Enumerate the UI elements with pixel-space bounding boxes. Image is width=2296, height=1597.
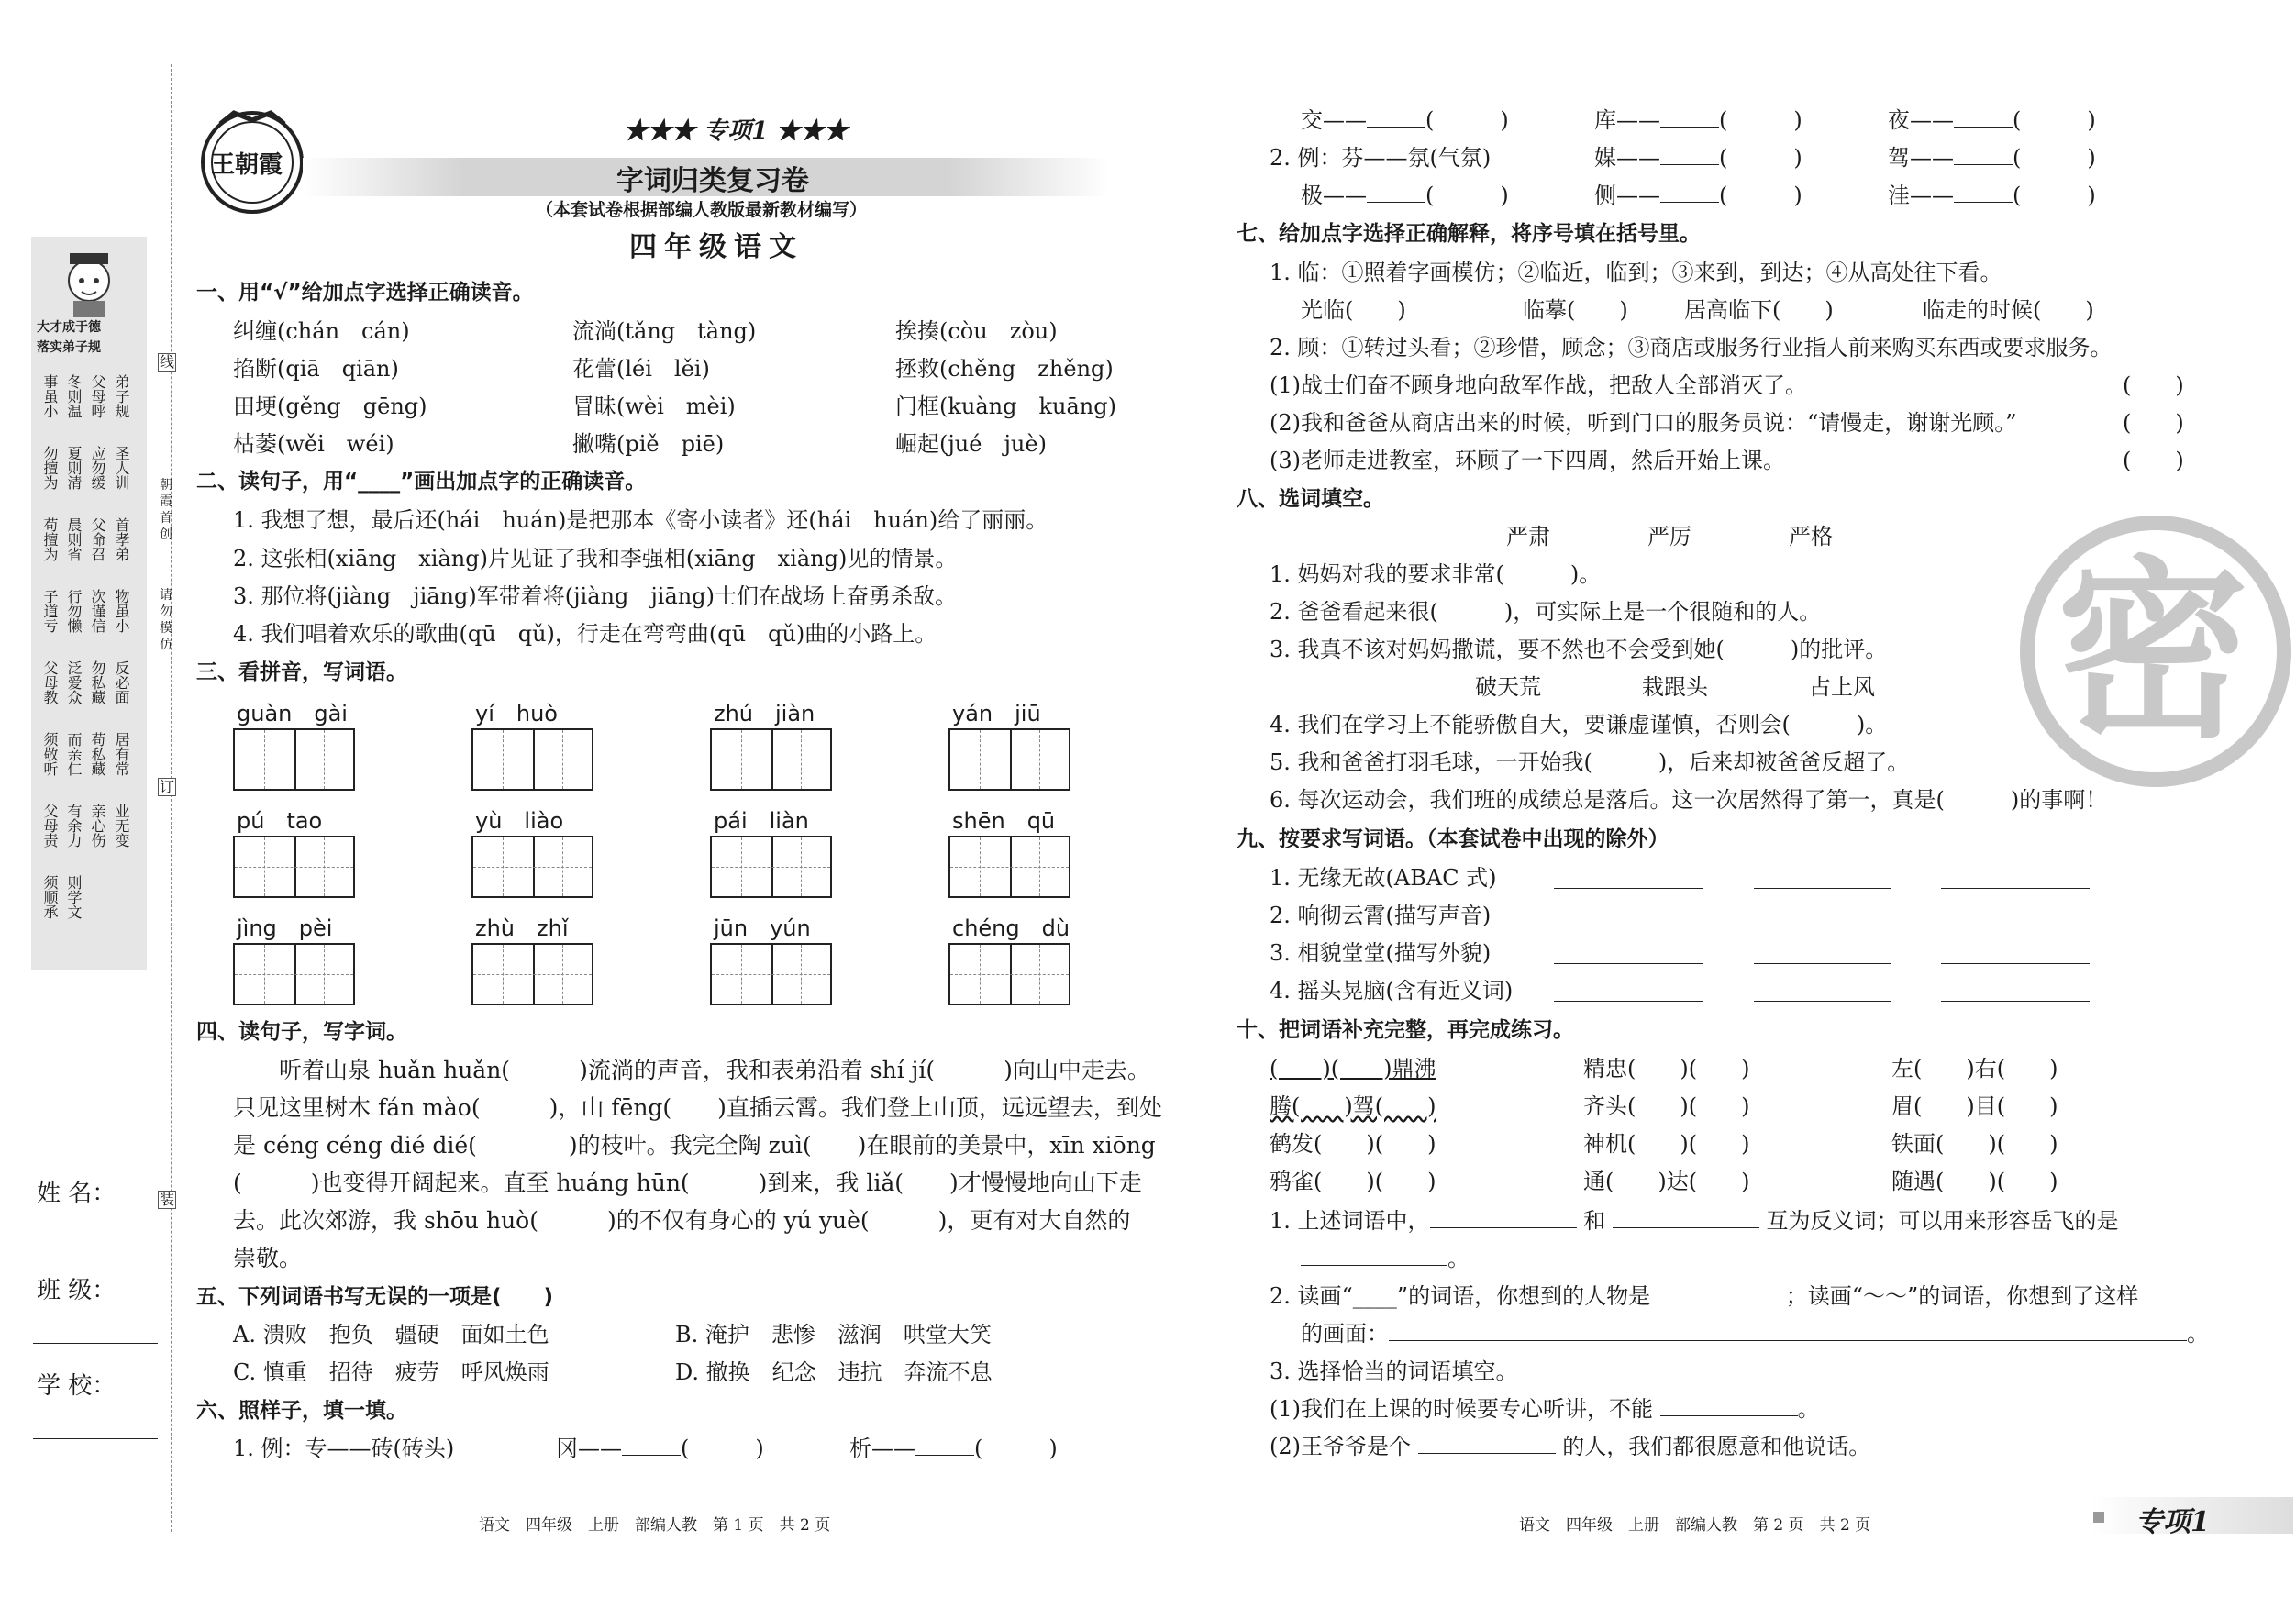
answer-blank[interactable] bbox=[1554, 888, 1703, 889]
binding-mark-ding: 订 bbox=[159, 778, 174, 795]
q1-item[interactable]: 崛起(jué juè) bbox=[895, 431, 1047, 457]
q7-word[interactable]: 临摹( ) bbox=[1523, 297, 1628, 323]
q8-word-choice: 栽跟头 bbox=[1642, 674, 1708, 700]
answer-blank[interactable] bbox=[1941, 888, 2090, 889]
q2-title: 二、读句子，用“____”画出加点字的正确读音。 bbox=[196, 470, 647, 494]
rule-column: 冬则温 bbox=[65, 374, 83, 418]
q8-word-choice: 严肃 bbox=[1506, 524, 1550, 549]
pinyin-label: pái liàn bbox=[714, 808, 809, 834]
q1-item[interactable]: 拯救(chěng zhěng) bbox=[895, 356, 1114, 382]
tianzige-writing-box[interactable] bbox=[710, 943, 832, 1005]
square-icon bbox=[2093, 1512, 2104, 1523]
q10-ex3-text: 的人，我们都很愿意和他说话。 bbox=[1562, 1434, 1871, 1459]
q8-title: 八、选词填空。 bbox=[1237, 487, 1384, 511]
name-label: 姓 名： bbox=[37, 1180, 116, 1207]
q6-item: 驾—— ( ) bbox=[1888, 145, 2096, 171]
q10-ex1-cont bbox=[1301, 1243, 1470, 1274]
binding-mark-line: 线 bbox=[159, 353, 174, 371]
q3-title: 三、看拼音，写词语。 bbox=[196, 660, 407, 684]
q10-ex3-2 bbox=[1270, 1431, 1870, 1462]
rule-column: 事虽小 bbox=[41, 374, 59, 418]
scholar-icon bbox=[57, 246, 121, 319]
page-tag-text: 专项1 bbox=[2135, 1506, 2210, 1538]
rule-column: 泛爱众 bbox=[65, 660, 83, 704]
answer-blank[interactable] bbox=[1418, 1453, 1556, 1454]
q10-ex2-text: 2. 读画“____”的词语，你想到的人物是 bbox=[1270, 1283, 1651, 1309]
q6-char: 夜—— bbox=[1888, 107, 1954, 133]
copyright-mark-1: 朝霞首创 bbox=[160, 478, 172, 542]
answer-blank[interactable] bbox=[1613, 1227, 1759, 1228]
q6-char: 交—— bbox=[1301, 107, 1367, 133]
q10-ex3-text: (1)我们在上课的时候要专心听讲，不能 bbox=[1270, 1396, 1653, 1422]
q8-word-choice: 严厉 bbox=[1647, 524, 1691, 549]
answer-blank[interactable] bbox=[1954, 164, 2013, 165]
tianzige-writing-box[interactable] bbox=[948, 943, 1070, 1005]
q2-item: 3. 那位将(jiàng jiāng)军带着将(jiàng jiāng)士们在战场上奋勇杀敌。 bbox=[233, 583, 957, 609]
footer-page-1: 语文 四年级 上册 部编人教 第 1 页 共 2 页 bbox=[479, 1516, 831, 1535]
answer-blank[interactable] bbox=[1554, 1001, 1703, 1002]
answer-blank[interactable] bbox=[1554, 963, 1703, 964]
pinyin-label: yí huò bbox=[475, 701, 558, 726]
answer-blank[interactable] bbox=[1367, 127, 1425, 128]
q10-ex3-text: 。 bbox=[1797, 1396, 1820, 1422]
q5-option-c[interactable]: C. 慎重 招待 疲劳 呼风焕雨 bbox=[233, 1359, 549, 1385]
answer-blank[interactable] bbox=[1754, 888, 1891, 889]
q7-title: 七、给加点字选择正确解释，将序号填在括号里。 bbox=[1237, 222, 1701, 246]
idiom-fill[interactable]: ( )( )鼎沸 bbox=[1270, 1056, 1436, 1081]
q1-item[interactable]: 掐断(qiā qiān) bbox=[233, 356, 399, 382]
q8-sentence: 4. 我们在学习上不能骄傲自大，要谦虚谨慎，否则会( )。 bbox=[1270, 712, 1888, 738]
rule-column: 子道亏 bbox=[41, 589, 59, 633]
publisher-logo bbox=[193, 105, 312, 216]
q6-example-1: 1. 例：专——砖(砖头) bbox=[233, 1436, 455, 1461]
answer-blank[interactable] bbox=[1941, 1001, 2090, 1002]
idiom-fill[interactable]: 腾( )驾( ) bbox=[1270, 1093, 1436, 1119]
answer-blank[interactable] bbox=[1660, 164, 1719, 165]
q7-sentence: (3)老师走进教室，环顾了一下四周，然后开始上课。 bbox=[1270, 448, 1785, 473]
q9-item: 3. 相貌堂堂(描写外貌) bbox=[1270, 940, 1492, 966]
rule-column: 首孝弟 bbox=[113, 517, 130, 561]
rule-column: 弟子规 bbox=[113, 374, 130, 418]
rule-column: 圣人训 bbox=[113, 446, 130, 490]
exam-title: 字词归类复习卷 bbox=[616, 165, 809, 197]
binding-mark-zhuang: 装 bbox=[159, 1191, 174, 1208]
rule-column: 苟擅为 bbox=[41, 517, 59, 561]
q2-item: 4. 我们唱着欢乐的歌曲(qū qǔ)，行走在弯弯曲(qū qǔ)曲的小路上。 bbox=[233, 621, 937, 647]
q7-word[interactable]: 光临( ) bbox=[1301, 297, 1406, 323]
rule-column: 有余力 bbox=[65, 804, 83, 848]
pinyin-label: pú tao bbox=[237, 808, 323, 834]
rule-column: 业无变 bbox=[113, 804, 130, 848]
q10-ex2-text: 。 bbox=[2187, 1321, 2209, 1347]
stamp-char: 密 bbox=[2057, 538, 2250, 764]
answer-blank[interactable] bbox=[1754, 963, 1891, 964]
rule-column: 应勿缓 bbox=[89, 446, 106, 490]
confidential-stamp bbox=[2018, 514, 2293, 789]
q7-def-1: 1. 临：①照着字画模仿；②临近，临到；③来到，到达；④从高处往下看。 bbox=[1270, 260, 2002, 285]
idiom-fill[interactable]: 随遇( )( ) bbox=[1891, 1169, 2058, 1194]
q1-item[interactable]: 冒昧(wèi mèi) bbox=[572, 394, 736, 419]
idiom-fill[interactable]: 铁面( )( ) bbox=[1891, 1131, 2058, 1157]
q6-item: 库—— ( ) bbox=[1594, 107, 1802, 133]
answer-blank[interactable] bbox=[1430, 1227, 1577, 1228]
q9-item: 1. 无缘无故(ABAC 式) bbox=[1270, 865, 1497, 891]
class-label: 班 级： bbox=[37, 1277, 116, 1304]
tianzige-writing-box[interactable] bbox=[710, 728, 832, 791]
q8-sentence: 2. 爸爸看起来很( )，可实际上是一个很随和的人。 bbox=[1270, 599, 1822, 625]
answer-blank[interactable] bbox=[915, 1455, 974, 1456]
rule-column: 物虽小 bbox=[113, 589, 130, 633]
q10-ex2-cont bbox=[1301, 1318, 2209, 1349]
q6-item: 析—— ( ) bbox=[849, 1436, 1058, 1461]
tianzige-writing-box[interactable] bbox=[471, 943, 593, 1005]
q10-ex1 bbox=[1270, 1205, 2118, 1237]
answer-blank[interactable] bbox=[1660, 202, 1719, 203]
q6-char: 洼—— bbox=[1888, 183, 1954, 208]
rule-column: 苟私藏 bbox=[89, 732, 106, 776]
tianzige-writing-box[interactable] bbox=[471, 836, 593, 898]
class-field[interactable] bbox=[33, 1343, 158, 1344]
school-label: 学 校： bbox=[37, 1372, 116, 1400]
idiom-fill[interactable]: 鸦雀( )( ) bbox=[1270, 1169, 1436, 1194]
idiom-fill[interactable]: 鹤发( )( ) bbox=[1270, 1131, 1436, 1157]
pinyin-label: zhú jiàn bbox=[714, 701, 815, 726]
q7-word[interactable]: 临走的时候( ) bbox=[1923, 297, 2094, 323]
rule-column: 父母责 bbox=[41, 804, 59, 848]
pinyin-label: yán jiū bbox=[952, 701, 1041, 726]
q1-item[interactable]: 流淌(tǎng tàng) bbox=[572, 318, 757, 344]
answer-blank[interactable] bbox=[1954, 127, 2013, 128]
q6-item: 侧—— ( ) bbox=[1594, 183, 1802, 208]
series-text: 专项1 bbox=[704, 117, 769, 145]
q9-item: 4. 摇头晃脑(含有近义词) bbox=[1270, 978, 1514, 1004]
tianzige-writing-box[interactable] bbox=[233, 943, 355, 1005]
pinyin-label: chéng dù bbox=[952, 915, 1070, 941]
q8-sentence: 5. 我和爸爸打羽毛球，一开始我( )，后来却被爸爸反超了。 bbox=[1270, 749, 1910, 775]
q10-ex1-text: 。 bbox=[1447, 1246, 1470, 1271]
rule-column: 父命召 bbox=[89, 517, 106, 561]
q10-ex3-text: (2)王爷爷是个 bbox=[1270, 1434, 1411, 1459]
q6-title: 六、照样子，填一填。 bbox=[196, 1399, 407, 1423]
q1-title: 一、用“√”给加点字选择正确读音。 bbox=[196, 281, 534, 305]
idiom-fill[interactable]: 眉( )目( ) bbox=[1891, 1093, 2058, 1119]
rule-column: 居有常 bbox=[113, 732, 130, 776]
q6-example-2: 2. 例：芬——氛(气氛) bbox=[1270, 145, 1492, 171]
motto-line-1: 大才成于德 bbox=[37, 320, 101, 335]
pinyin-label: shēn qū bbox=[952, 808, 1056, 834]
binding-line bbox=[171, 64, 172, 1532]
q10-ex3: 3. 选择恰当的词语填空。 bbox=[1270, 1359, 1518, 1384]
copyright-mark-2: 请勿模仿 bbox=[160, 588, 172, 652]
q9-title: 九、按要求写词语。（本套试卷中出现的除外） bbox=[1237, 827, 1669, 851]
q6-char: 侧—— bbox=[1594, 183, 1660, 208]
pinyin-label: jìng pèi bbox=[237, 915, 333, 941]
q8-sentence: 6. 每次运动会，我们班的成绩总是落后。这一次居然得了第一，真是( )的事啊！ bbox=[1270, 787, 2108, 813]
answer-blank[interactable] bbox=[1954, 202, 2013, 203]
q7-def-2: 2. 顾：①转过头看；②珍惜，顾念；③商店或服务行业指人前来购买东西或要求服务。 bbox=[1270, 335, 2113, 360]
rule-column: 晨则省 bbox=[65, 517, 83, 561]
q6-item: 夜—— ( ) bbox=[1888, 107, 2096, 133]
rule-column: 而亲仁 bbox=[65, 732, 83, 776]
q10-ex2 bbox=[1270, 1281, 2138, 1312]
rule-column: 父母呼 bbox=[89, 374, 106, 418]
idiom-fill[interactable]: 左( )右( ) bbox=[1891, 1056, 2058, 1081]
footer-page-2: 语文 四年级 上册 部编人教 第 2 页 共 2 页 bbox=[1519, 1516, 1871, 1535]
logo-text: 王朝霞 bbox=[211, 151, 283, 179]
rule-column: 须顺承 bbox=[41, 875, 59, 919]
q1-item[interactable]: 撇嘴(piě piē) bbox=[572, 431, 725, 457]
rule-column: 勿私藏 bbox=[89, 660, 106, 704]
exam-subtitle: （本套试卷根据部编人教版最新教材编写） bbox=[536, 200, 868, 220]
q1-item[interactable]: 枯萎(wěi wéi) bbox=[233, 431, 394, 457]
q8-word-choice: 破天荒 bbox=[1475, 674, 1541, 700]
idiom-fill[interactable]: 齐头( )( ) bbox=[1583, 1093, 1750, 1119]
star-icon: ★★★ bbox=[776, 117, 849, 145]
rule-column: 次谨信 bbox=[89, 589, 106, 633]
q2-item: 1. 我想了想，最后还(hái huán)是把那本《寄小读者》还(hái huán)给了丽丽。 bbox=[233, 507, 1048, 533]
q4-line: 只见这里树木 fán mào( )，山 fēng( )直插云霄。我们登上山顶，远远望去，到处 bbox=[233, 1094, 1162, 1121]
side-motto-panel bbox=[31, 237, 147, 970]
q5-option-b[interactable]: B. 淹护 悲惨 滋润 哄堂大笑 bbox=[675, 1322, 992, 1347]
q6-char: 极—— bbox=[1301, 183, 1367, 208]
school-field[interactable] bbox=[33, 1438, 158, 1439]
q7-sentence: (1)战士们奋不顾身地向敌军作战，把敌人全部消灭了。 bbox=[1270, 372, 1807, 398]
tianzige-writing-box[interactable] bbox=[948, 728, 1070, 791]
q6-item: 冈—— ( ) bbox=[556, 1436, 764, 1461]
rule-column: 则学文 bbox=[65, 875, 83, 919]
tianzige-writing-box[interactable] bbox=[948, 836, 1070, 898]
q6-item: 媒—— ( ) bbox=[1594, 145, 1802, 171]
q4-line: 崇敬。 bbox=[233, 1245, 303, 1271]
series-label bbox=[624, 112, 848, 146]
grade-subject: 四年级语文 bbox=[629, 231, 804, 263]
q6-item: 极—— ( ) bbox=[1301, 183, 1509, 208]
answer-blank[interactable] bbox=[622, 1455, 681, 1456]
rule-column: 反必面 bbox=[113, 660, 130, 704]
pinyin-label: jūn yún bbox=[714, 915, 811, 941]
q1-item[interactable]: 挨揍(còu zòu) bbox=[895, 318, 1058, 344]
tianzige-writing-box[interactable] bbox=[233, 836, 355, 898]
idiom-fill[interactable]: 精忠( )( ) bbox=[1583, 1056, 1750, 1081]
q6-char: 媒—— bbox=[1594, 145, 1660, 171]
rule-column: 父母教 bbox=[41, 660, 59, 704]
q10-ex1-text: 1. 上述词语中， bbox=[1270, 1208, 1430, 1234]
q2-item: 2. 这张相(xiāng xiàng)片见证了我和李强相(xiāng xiàng)见的情景。 bbox=[233, 546, 958, 571]
q7-answer-paren[interactable]: ( ) bbox=[2123, 410, 2184, 436]
answer-blank[interactable] bbox=[1660, 1415, 1798, 1416]
pinyin-label: guàn gài bbox=[237, 701, 348, 726]
q10-title: 十、把词语补充完整，再完成练习。 bbox=[1237, 1018, 1574, 1042]
star-icon: ★★★ bbox=[624, 117, 696, 145]
rule-column: 夏则清 bbox=[65, 446, 83, 490]
q6-item: 洼—— ( ) bbox=[1888, 183, 2096, 208]
idiom-fill[interactable]: 神机( )( ) bbox=[1583, 1131, 1750, 1157]
q5-title: 五、下列词语书写无误的一项是( ) bbox=[196, 1285, 554, 1309]
q7-word[interactable]: 居高临下( ) bbox=[1684, 297, 1834, 323]
answer-blank[interactable] bbox=[1367, 202, 1425, 203]
answer-blank[interactable] bbox=[1754, 1001, 1891, 1002]
q7-answer-paren[interactable]: ( ) bbox=[2123, 372, 2184, 398]
rule-column: 须敬听 bbox=[41, 732, 59, 776]
answer-blank[interactable] bbox=[1389, 1340, 2187, 1341]
answer-blank[interactable] bbox=[1941, 963, 2090, 964]
q5-option-a[interactable]: A. 溃败 抱负 疆硬 面如土色 bbox=[233, 1322, 549, 1347]
q1-item[interactable]: 纠缠(chán cán) bbox=[233, 318, 410, 344]
answer-blank[interactable] bbox=[1301, 1265, 1447, 1266]
rule-column: 亲心伤 bbox=[89, 804, 106, 848]
motto-line-2: 落实弟子规 bbox=[37, 340, 101, 355]
tianzige-writing-box[interactable] bbox=[233, 728, 355, 791]
q8-sentence: 1. 妈妈对我的要求非常( )。 bbox=[1270, 561, 1602, 587]
q6-char: 冈—— bbox=[556, 1436, 622, 1461]
q4-title: 四、读句子，写字词。 bbox=[196, 1020, 407, 1044]
rule-column: 行勿懒 bbox=[65, 589, 83, 633]
pinyin-label: zhù zhǐ bbox=[475, 915, 569, 941]
q6-item: 交—— ( ) bbox=[1301, 107, 1509, 133]
q9-item: 2. 响彻云霄(描写声音) bbox=[1270, 903, 1492, 928]
q1-item[interactable]: 田埂(gěng gēng) bbox=[233, 394, 427, 419]
answer-blank[interactable] bbox=[1660, 127, 1719, 128]
q4-line: 去。此次郊游，我 shōu huò( )的不仅有身心的 yú yuè( )，更有对大自然的 bbox=[233, 1207, 1131, 1234]
pinyin-label: yù liào bbox=[475, 808, 564, 834]
tianzige-writing-box[interactable] bbox=[471, 728, 593, 791]
q10-ex1-text: 互为反义词；可以用来形容岳飞的是 bbox=[1766, 1208, 2119, 1234]
tianzige-writing-box[interactable] bbox=[710, 836, 832, 898]
q6-char: 析—— bbox=[849, 1436, 915, 1461]
q4-line: ( )也变得开阔起来。直至 huáng hūn( )到来，我 liǎ( )才慢慢地向山下走 bbox=[233, 1170, 1142, 1196]
q8-word-choice: 严格 bbox=[1789, 524, 1833, 549]
q6-char: 驾—— bbox=[1888, 145, 1954, 171]
q10-ex2-text: 的画面： bbox=[1301, 1321, 1389, 1347]
q8-sentence: 3. 我真不该对妈妈撒谎，要不然也不会受到她( )的批评。 bbox=[1270, 637, 1888, 662]
idiom-fill[interactable]: 通( )达( ) bbox=[1583, 1169, 1750, 1194]
q5-option-d[interactable]: D. 撤换 纪念 违抗 奔流不息 bbox=[675, 1359, 993, 1385]
q4-line: 听着山泉 huǎn huǎn( )流淌的声音，我和表弟沿着 shí jí( )向山中走去。 bbox=[233, 1057, 1150, 1083]
q10-ex1-text: 和 bbox=[1583, 1208, 1606, 1234]
q1-item[interactable]: 花蕾(léi lěi) bbox=[572, 356, 710, 382]
q10-ex3-1 bbox=[1270, 1393, 1820, 1425]
q1-item[interactable]: 门框(kuàng kuāng) bbox=[895, 394, 1116, 419]
q8-word-choice: 占上风 bbox=[1809, 674, 1875, 700]
q7-answer-paren[interactable]: ( ) bbox=[2123, 448, 2184, 473]
q10-ex2-text: ；读画“～～”的词语，你想到了这样 bbox=[1785, 1283, 2139, 1309]
q7-sentence: (2)我和爸爸从商店出来的时候，听到门口的服务员说：“请慢走，谢谢光顾。” bbox=[1270, 410, 2017, 436]
rule-column: 勿擅为 bbox=[41, 446, 59, 490]
q4-line: 是 céng céng dié dié( )的枝叶。我完全陶 zuì( )在眼前的美景中，xīn xiōng bbox=[233, 1132, 1156, 1159]
q6-char: 库—— bbox=[1594, 107, 1660, 133]
page-tag bbox=[2091, 1497, 2293, 1538]
